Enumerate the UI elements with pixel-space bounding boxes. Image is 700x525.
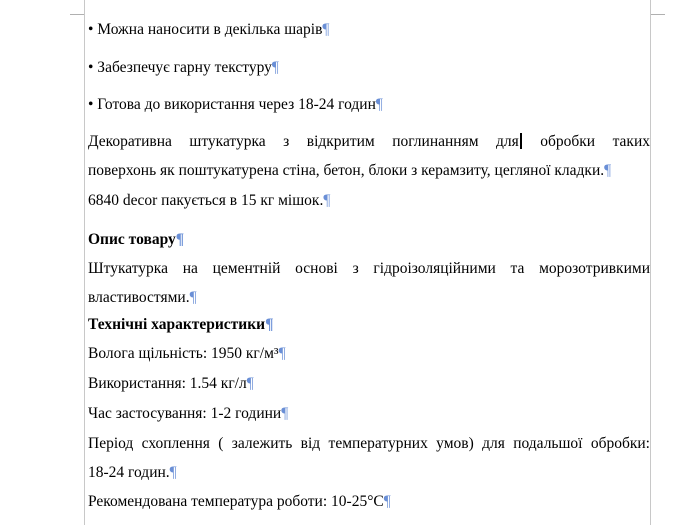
bullet-text: • Готова до використання через 18-24 годин [88, 96, 376, 113]
paragraph-text: властивостями. [88, 289, 190, 306]
pilcrow-mark: ¶ [281, 405, 289, 422]
left-margin-guide [84, 0, 85, 525]
pilcrow-mark: ¶ [383, 493, 391, 510]
paragraph-text: Штукатурка на цементній основі з гідроізоляційними та морозотривкими [88, 260, 650, 277]
pilcrow-mark: ¶ [271, 59, 279, 76]
pilcrow-mark: ¶ [322, 21, 330, 38]
text-cursor [520, 133, 522, 149]
bullet-line[interactable] [88, 95, 383, 115]
paragraph-text: поверхонь як поштукатурена стіна, бетон, блоки з керамзиту, цегляної кладки. [88, 162, 605, 179]
spec-text: Вологa щільність: 1950 кг/м³ [88, 345, 279, 362]
pilcrow-mark: ¶ [278, 345, 286, 362]
paragraph-line[interactable] [88, 161, 611, 181]
paragraph-text: Декоративна штукатурка з відкритим поглинанням для [88, 133, 519, 150]
spec-line[interactable] [88, 344, 286, 364]
pilcrow-mark: ¶ [189, 289, 197, 306]
bullet-text: • Можна наносити в декілька шарів [88, 21, 323, 38]
spec-text: Час застосування: 1-2 години [88, 405, 282, 422]
spec-line[interactable] [88, 374, 254, 394]
spec-text: Період схоплення ( залежить від температурних умов) для подальшої обробки: [88, 435, 650, 452]
pilcrow-mark: ¶ [323, 192, 331, 209]
paragraph-text: 6840 decor пакується в 15 кг мішок. [88, 192, 324, 209]
spec-text: Використання: 1.54 кг/л [88, 375, 247, 392]
bullet-line[interactable] [88, 58, 279, 78]
paragraph-line[interactable] [88, 191, 330, 211]
spec-text: Рекомендована температура роботи: 10-25°C [88, 493, 384, 510]
paragraph-line[interactable] [88, 259, 650, 279]
bullet-text: • Забезпечує гарну текстуру [88, 59, 272, 76]
section-heading[interactable] [88, 315, 273, 335]
heading-text: Опис товару [88, 231, 176, 248]
pilcrow-mark: ¶ [175, 231, 185, 248]
paragraph-text: обробки таких [540, 133, 650, 150]
paragraph-line[interactable] [88, 288, 197, 308]
heading-text: Технічні характеристики [88, 316, 266, 333]
right-margin-guide [650, 0, 651, 525]
spec-line[interactable] [88, 434, 650, 454]
pilcrow-mark: ¶ [265, 316, 274, 333]
pilcrow-mark: ¶ [246, 375, 254, 392]
spec-line[interactable] [88, 404, 288, 424]
spec-line[interactable] [88, 463, 177, 483]
margin-corner-top-right [651, 0, 665, 15]
paragraph-line[interactable] [88, 132, 650, 152]
section-heading[interactable] [88, 230, 184, 250]
bullet-line[interactable] [88, 20, 329, 40]
spec-text: 18-24 годин. [88, 464, 170, 481]
spec-line[interactable] [88, 492, 391, 512]
pilcrow-mark: ¶ [169, 464, 177, 481]
pilcrow-mark: ¶ [375, 96, 383, 113]
margin-corner-top-left [70, 0, 84, 15]
pilcrow-mark: ¶ [604, 162, 612, 179]
